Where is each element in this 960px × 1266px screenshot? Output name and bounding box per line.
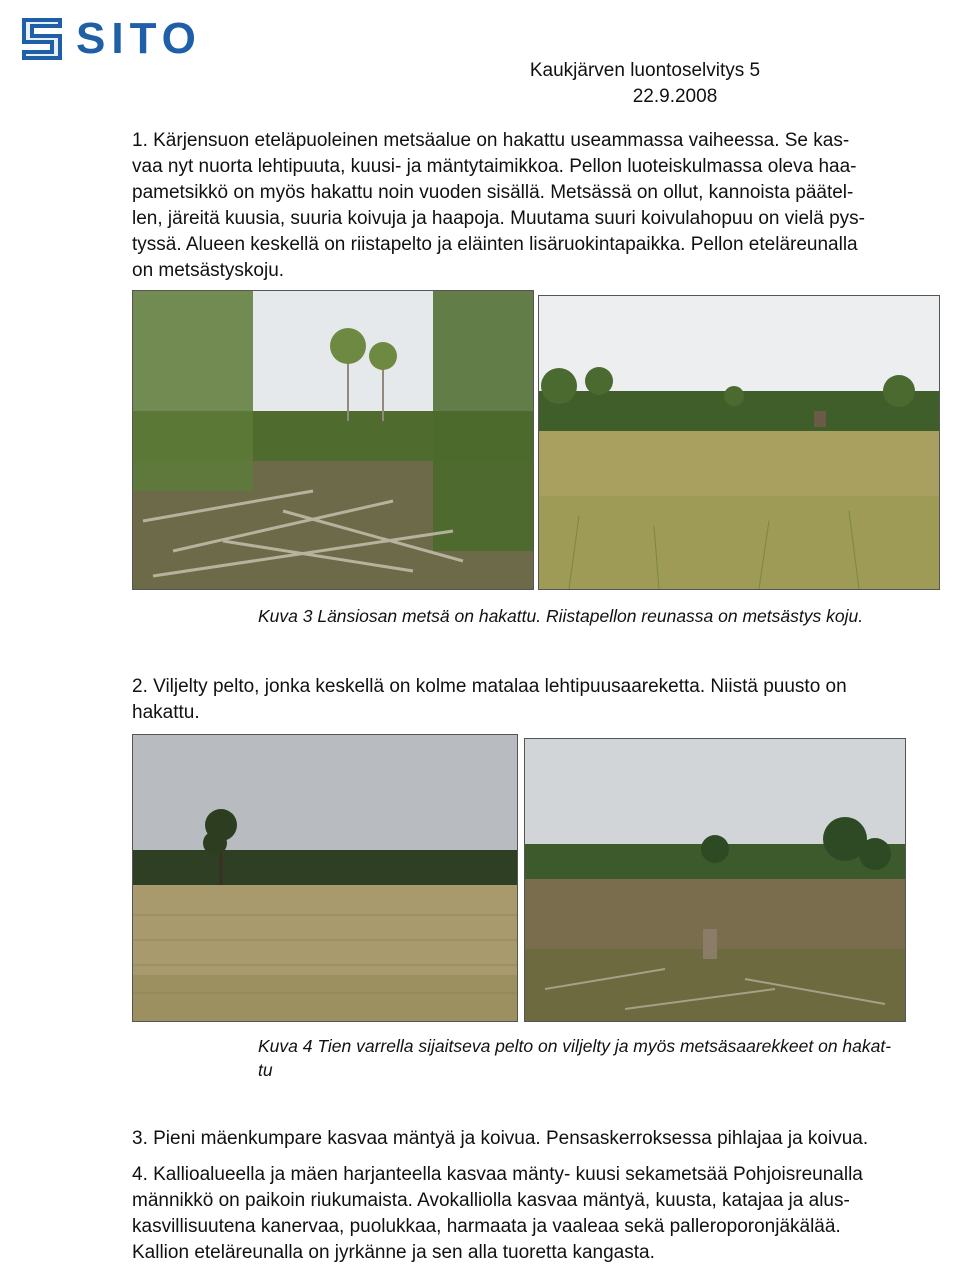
section-3-paragraph: [132, 1126, 952, 1152]
text-line: 3. Pieni mäenkumpare kasvaa mäntyä ja koivua. Pensaskerroksessa pihlajaa ja koivua.: [132, 1128, 869, 1149]
document-date: 22.9.2008: [632, 86, 718, 107]
photo-cultivated-field: [132, 734, 518, 1022]
section-4-paragraph: [132, 1162, 952, 1266]
text-line: 4. Kallioalueella ja mäen harjanteella kasvaa mänty- kuusi sekametsää Pohjoisreunalla: [132, 1164, 863, 1185]
photo-cleared-forest-islet: [524, 738, 906, 1022]
text-line: len, järeitä kuusia, suuria koivuja ja haapoja. Muutama suuri koivulahopuu on vielä pys-: [132, 208, 865, 229]
text-line: Kallion eteläreunalla on jyrkänne ja sen alla tuoretta kangasta.: [132, 1242, 655, 1263]
section-2-paragraph: [132, 674, 952, 726]
text-line: kasvillisuutena kanervaa, puolukkaa, harmaata ja vaaleaa sekä palleroporonjäkälää.: [132, 1216, 841, 1237]
photo-game-field-hunting-hut: [538, 295, 940, 590]
text-line: on metsästyskoju.: [132, 260, 285, 281]
text-line: vaa nyt nuorta lehtipuuta, kuusi- ja mäntytaimikkoa. Pellon luoteiskulmassa oleva haa-: [132, 156, 857, 177]
logo-text: SITO: [76, 14, 202, 63]
section-1-paragraph: [132, 128, 952, 284]
document-title: Kaukjärven luontoselvitys 5: [529, 60, 761, 81]
figure-4-caption: [258, 1034, 958, 1082]
photo-clearcut-forest: [132, 290, 534, 590]
text-line: 1. Kärjensuon eteläpuoleinen metsäalue on hakattu useammassa vaiheessa. Se kas-: [132, 130, 850, 151]
sito-logo-mark: [18, 14, 70, 64]
caption-line: tu: [258, 1060, 273, 1080]
figure-3-caption: Kuva 3 Länsiosan metsä on hakattu. Riistapellon reunassa on metsästys koju.: [258, 606, 864, 626]
text-line: männikkö on paikoin riukumaista. Avokalliolla kasvaa mäntyä, kuusta, katajaa ja alus-: [132, 1190, 850, 1211]
text-line: 2. Viljelty pelto, jonka keskellä on kolme matalaa lehtipuusaareketta. Niistä puusto on: [132, 676, 847, 697]
caption-line: Kuva 4 Tien varrella sijaitseva pelto on viljelty ja myös metsäsaarekkeet on hakat-: [258, 1036, 892, 1056]
text-line: pametsikkö on myös hakattu noin vuoden sisällä. Metsässä on ollut, kannoista päätel-: [132, 182, 854, 203]
sito-logo: [18, 14, 218, 70]
text-line: hakattu.: [132, 702, 200, 723]
text-line: tyssä. Alueen keskellä on riistapelto ja eläinten lisäruokintapaikka. Pellon eteläreunalla: [132, 234, 858, 255]
